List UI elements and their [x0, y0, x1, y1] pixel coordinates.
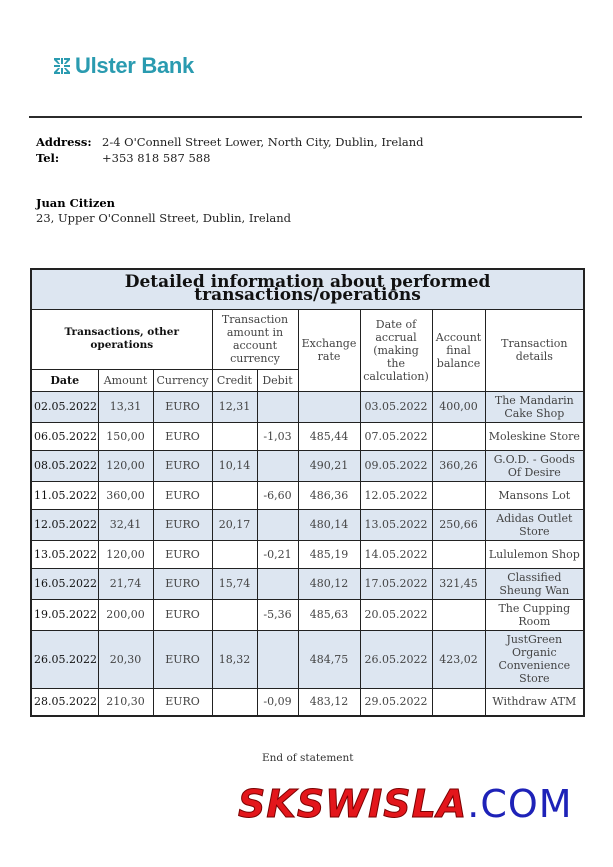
cell-accrual: 14.05.2022	[360, 540, 432, 568]
cell-debit: -6,60	[257, 481, 298, 509]
cell-balance	[432, 540, 485, 568]
table-row	[31, 450, 584, 481]
cell-date: 11.05.2022	[31, 481, 98, 509]
cell-amount: 21,74	[98, 568, 153, 599]
cell-balance: 360,26	[432, 450, 485, 481]
table-row	[31, 688, 584, 716]
table-row	[31, 391, 584, 422]
cell-rate: 490,21	[298, 450, 360, 481]
cell-balance	[432, 481, 485, 509]
cell-currency: EURO	[153, 540, 212, 568]
watermark	[238, 782, 573, 826]
cell-details: Moleskine Store	[485, 422, 584, 450]
cell-balance: 321,45	[432, 568, 485, 599]
cell-accrual: 09.05.2022	[360, 450, 432, 481]
table-row	[31, 599, 584, 630]
cell-details: Classified Sheung Wan	[485, 568, 584, 599]
bank-address: 2-4 O'Connell Street Lower, North City, Dublin, Ireland	[102, 135, 424, 149]
cell-amount: 13,31	[98, 391, 153, 422]
bank-name: Ulster Bank	[75, 53, 194, 78]
cell-credit	[212, 422, 257, 450]
cell-currency: EURO	[153, 630, 212, 688]
cell-credit: 12,31	[212, 391, 257, 422]
table-row	[31, 630, 584, 688]
cell-details: Adidas Outlet Store	[485, 509, 584, 540]
cell-details: Mansons Lot	[485, 481, 584, 509]
cell-date: 28.05.2022	[31, 688, 98, 716]
cell-details: Lululemon Shop	[485, 540, 584, 568]
cell-debit	[257, 509, 298, 540]
cell-date: 12.05.2022	[31, 509, 98, 540]
cell-currency: EURO	[153, 422, 212, 450]
cell-debit	[257, 450, 298, 481]
end-of-statement: End of statement	[262, 752, 354, 764]
address-label: Address:	[36, 135, 92, 149]
customer-info	[36, 196, 291, 226]
header-final-balance: Account final balance	[432, 309, 485, 391]
cell-rate: 480,12	[298, 568, 360, 599]
cell-rate: 485,63	[298, 599, 360, 630]
cell-accrual: 20.05.2022	[360, 599, 432, 630]
cell-debit	[257, 391, 298, 422]
cell-accrual: 12.05.2022	[360, 481, 432, 509]
cell-currency: EURO	[153, 391, 212, 422]
cell-date: 06.05.2022	[31, 422, 98, 450]
cell-amount: 120,00	[98, 540, 153, 568]
ulster-bank-logo-icon	[52, 56, 72, 76]
table-row	[31, 481, 584, 509]
cell-details: The Cupping Room	[485, 599, 584, 630]
table-row	[31, 568, 584, 599]
cell-rate: 485,19	[298, 540, 360, 568]
cell-amount: 200,00	[98, 599, 153, 630]
cell-amount: 210,30	[98, 688, 153, 716]
tel-label: Tel:	[36, 151, 60, 165]
cell-details: JustGreen Organic Convenience Store	[485, 630, 584, 688]
cell-credit: 18,32	[212, 630, 257, 688]
customer-address: 23, Upper O'Connell Street, Dublin, Ireland	[36, 211, 292, 225]
cell-currency: EURO	[153, 481, 212, 509]
cell-credit	[212, 481, 257, 509]
cell-details: Withdraw ATM	[485, 688, 584, 716]
cell-balance: 250,66	[432, 509, 485, 540]
cell-rate	[298, 391, 360, 422]
cell-amount: 360,00	[98, 481, 153, 509]
bank-tel: +353 818 587 588	[102, 151, 211, 165]
cell-amount: 20,30	[98, 630, 153, 688]
cell-amount: 120,00	[98, 450, 153, 481]
table-row	[31, 540, 584, 568]
cell-credit: 10,14	[212, 450, 257, 481]
cell-amount: 150,00	[98, 422, 153, 450]
cell-credit: 20,17	[212, 509, 257, 540]
bank-logo	[52, 53, 194, 79]
cell-date: 08.05.2022	[31, 450, 98, 481]
cell-currency: EURO	[153, 509, 212, 540]
cell-accrual: 13.05.2022	[360, 509, 432, 540]
cell-details: The Mandarin Cake Shop	[485, 391, 584, 422]
header-amount-group: Transaction amount in account currency	[212, 309, 298, 369]
cell-date: 16.05.2022	[31, 568, 98, 599]
header-transactions-group: Transactions, other operations	[31, 309, 212, 369]
cell-amount: 32,41	[98, 509, 153, 540]
cell-credit	[212, 540, 257, 568]
cell-date: 26.05.2022	[31, 630, 98, 688]
cell-details: G.O.D. - Goods Of Desire	[485, 450, 584, 481]
cell-accrual: 17.05.2022	[360, 568, 432, 599]
watermark-blue-text: .COM	[467, 782, 573, 826]
cell-balance: 423,02	[432, 630, 485, 688]
cell-debit	[257, 630, 298, 688]
cell-rate: 484,75	[298, 630, 360, 688]
cell-debit: -5,36	[257, 599, 298, 630]
cell-date: 02.05.2022	[31, 391, 98, 422]
cell-credit	[212, 688, 257, 716]
cell-currency: EURO	[153, 688, 212, 716]
bank-contact	[36, 134, 424, 166]
cell-debit: -1,03	[257, 422, 298, 450]
cell-balance	[432, 422, 485, 450]
cell-balance	[432, 599, 485, 630]
header-date: Date	[31, 369, 98, 391]
header-exchange-rate: Exchange rate	[298, 309, 360, 391]
cell-accrual: 26.05.2022	[360, 630, 432, 688]
cell-rate: 483,12	[298, 688, 360, 716]
header-debit: Debit	[257, 369, 298, 391]
header-credit: Credit	[212, 369, 257, 391]
cell-date: 19.05.2022	[31, 599, 98, 630]
cell-debit: -0,09	[257, 688, 298, 716]
cell-accrual: 29.05.2022	[360, 688, 432, 716]
cell-accrual: 03.05.2022	[360, 391, 432, 422]
cell-rate: 486,36	[298, 481, 360, 509]
table-row	[31, 509, 584, 540]
cell-credit: 15,74	[212, 568, 257, 599]
header-amount: Amount	[98, 369, 153, 391]
cell-rate: 480,14	[298, 509, 360, 540]
header-details: Transaction details	[485, 309, 584, 391]
cell-currency: EURO	[153, 568, 212, 599]
cell-rate: 485,44	[298, 422, 360, 450]
watermark-red-text: SKSWISLA	[238, 782, 468, 826]
cell-currency: EURO	[153, 599, 212, 630]
table-row	[31, 422, 584, 450]
cell-debit	[257, 568, 298, 599]
header-currency: Currency	[153, 369, 212, 391]
cell-date: 13.05.2022	[31, 540, 98, 568]
customer-name: Juan Citizen	[36, 196, 116, 210]
cell-balance: 400,00	[432, 391, 485, 422]
table-title: Detailed information about performed transactions/operations	[31, 269, 584, 309]
cell-debit: -0,21	[257, 540, 298, 568]
header-divider	[29, 116, 582, 118]
cell-accrual: 07.05.2022	[360, 422, 432, 450]
cell-credit	[212, 599, 257, 630]
cell-currency: EURO	[153, 450, 212, 481]
header-accrual-date: Date of accrual (making the calculation)	[360, 309, 432, 391]
transactions-table	[30, 268, 585, 717]
cell-balance	[432, 688, 485, 716]
